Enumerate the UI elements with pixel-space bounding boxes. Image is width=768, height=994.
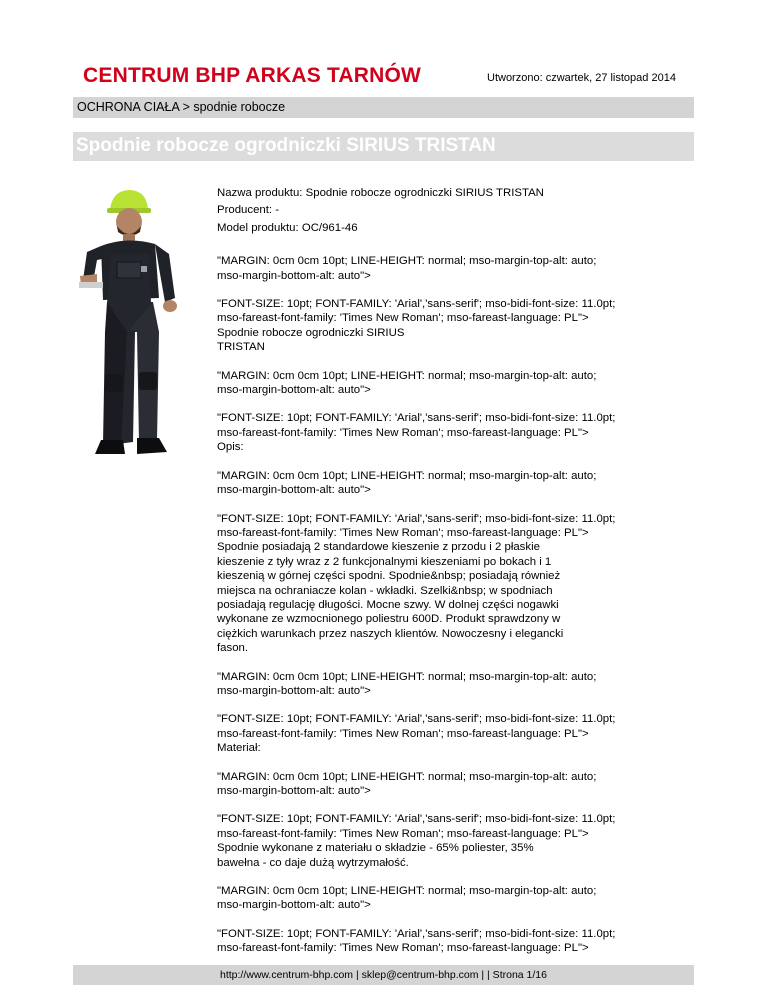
description-line: mso-fareast-font-family: 'Times New Roman'; mso-fareast-language: PL"> xyxy=(217,312,589,325)
description-line: mso-margin-bottom-alt: auto"> xyxy=(217,384,371,397)
description-line: "MARGIN: 0cm 0cm 10pt; LINE-HEIGHT: normal; mso-margin-top-alt: auto; xyxy=(217,770,597,783)
description-line: "FONT-SIZE: 10pt; FONT-FAMILY: 'Arial','sans-serif'; mso-bidi-font-size: 11.0pt; xyxy=(217,927,616,940)
description-line: mso-fareast-font-family: 'Times New Roman'; mso-fareast-language: PL"> xyxy=(217,727,589,740)
description-paragraph xyxy=(217,927,637,956)
description-line: mso-fareast-font-family: 'Times New Roman'; mso-fareast-language: PL"> xyxy=(217,942,589,955)
description-line: Spodnie wykonane z materiału o składzie - 65% poliester, 35% xyxy=(217,842,534,855)
breadcrumb[interactable]: OCHRONA CIAŁA > spodnie robocze xyxy=(73,97,694,118)
description-line: "FONT-SIZE: 10pt; FONT-FAMILY: 'Arial','sans-serif'; mso-bidi-font-size: 11.0pt; xyxy=(217,412,616,425)
description-paragraph xyxy=(217,812,637,870)
description-line: mso-margin-bottom-alt: auto"> xyxy=(217,484,371,497)
product-description xyxy=(217,254,637,955)
description-paragraph xyxy=(217,297,637,355)
description-paragraph xyxy=(217,884,637,913)
description-line: wykonane ze wzmocnionego poliestru 600D. Produkt sprawdzony w xyxy=(217,613,561,626)
description-paragraph xyxy=(217,670,637,699)
description-paragraph xyxy=(217,512,637,656)
description-line: kieszenią w górnej części spodni. Spodnie&nbsp; posiadają również xyxy=(217,570,561,583)
product-name: Nazwa produktu: Spodnie robocze ogrodniczki SIRIUS TRISTAN xyxy=(217,187,544,199)
description-line: ciężkich warunkach przez naszych klientów. Nowoczesny i elegancki xyxy=(217,627,564,640)
description-line: "FONT-SIZE: 10pt; FONT-FAMILY: 'Arial','sans-serif'; mso-bidi-font-size: 11.0pt; xyxy=(217,813,616,826)
created-date: Utworzono: czwartek, 27 listopad 2014 xyxy=(487,72,676,84)
description-line: TRISTAN xyxy=(217,341,265,354)
description-paragraph xyxy=(217,254,637,283)
description-line: "MARGIN: 0cm 0cm 10pt; LINE-HEIGHT: normal; mso-margin-top-alt: auto; xyxy=(217,469,597,482)
description-line: bawełna - co daje dużą wytrzymałość. xyxy=(217,856,409,869)
description-line: "MARGIN: 0cm 0cm 10pt; LINE-HEIGHT: normal; mso-margin-top-alt: auto; xyxy=(217,670,597,683)
description-line: "MARGIN: 0cm 0cm 10pt; LINE-HEIGHT: normal; mso-margin-top-alt: auto; xyxy=(217,255,597,268)
description-line: mso-margin-bottom-alt: auto"> xyxy=(217,899,371,912)
description-line: "FONT-SIZE: 10pt; FONT-FAMILY: 'Arial','sans-serif'; mso-bidi-font-size: 11.0pt; xyxy=(217,713,616,726)
description-line: "MARGIN: 0cm 0cm 10pt; LINE-HEIGHT: normal; mso-margin-top-alt: auto; xyxy=(217,369,597,382)
description-line: Spodnie posiadają 2 standardowe kieszenie z przodu i 2 płaskie xyxy=(217,541,540,554)
store-name: CENTRUM BHP ARKAS TARNÓW xyxy=(83,64,422,87)
product-producer: Producent: - xyxy=(217,204,280,217)
description-paragraph xyxy=(217,411,637,454)
description-line: mso-fareast-font-family: 'Times New Roman'; mso-fareast-language: PL"> xyxy=(217,827,589,840)
description-line: kieszenie z tyły wraz z 2 funkcjonalnymi kieszeniami po bokach i 1 xyxy=(217,555,552,568)
description-line: "FONT-SIZE: 10pt; FONT-FAMILY: 'Arial','sans-serif'; mso-bidi-font-size: 11.0pt; xyxy=(217,512,616,525)
description-paragraph xyxy=(217,770,637,799)
description-line: Spodnie robocze ogrodniczki SIRIUS xyxy=(217,326,405,339)
product-model: Model produktu: OC/961-46 xyxy=(217,221,358,234)
description-line: mso-margin-bottom-alt: auto"> xyxy=(217,269,371,282)
product-photo xyxy=(77,182,205,458)
description-line: mso-margin-bottom-alt: auto"> xyxy=(217,785,371,797)
description-line: posiadają regulację długości. Mocne szwy. W dolnej części nogawki xyxy=(217,598,559,611)
description-line: mso-fareast-font-family: 'Times New Roman'; mso-fareast-language: PL"> xyxy=(217,526,589,539)
description-line: Materiał: xyxy=(217,742,261,755)
description-line: fason. xyxy=(217,642,249,655)
product-details xyxy=(217,186,637,970)
product-title: Spodnie robocze ogrodniczki SIRIUS TRISTAN xyxy=(73,132,694,161)
description-paragraph xyxy=(217,712,637,755)
description-paragraph xyxy=(217,469,637,498)
description-line: "FONT-SIZE: 10pt; FONT-FAMILY: 'Arial','sans-serif'; mso-bidi-font-size: 11.0pt; xyxy=(217,298,616,311)
description-line: miejsca na ochraniacze kolan - wkładki. Szelki&nbsp; w spodniach xyxy=(217,584,553,597)
product-meta xyxy=(217,186,637,235)
description-paragraph xyxy=(217,369,637,398)
page-footer: http://www.centrum-bhp.com | sklep@centrum-bhp.com | | Strona 1/16 xyxy=(73,965,694,985)
description-line: mso-fareast-font-family: 'Times New Roman'; mso-fareast-language: PL"> xyxy=(217,426,589,439)
description-line: mso-margin-bottom-alt: auto"> xyxy=(217,684,371,697)
description-line: Opis: xyxy=(217,441,244,454)
description-line: "MARGIN: 0cm 0cm 10pt; LINE-HEIGHT: normal; mso-margin-top-alt: auto; xyxy=(217,885,597,898)
